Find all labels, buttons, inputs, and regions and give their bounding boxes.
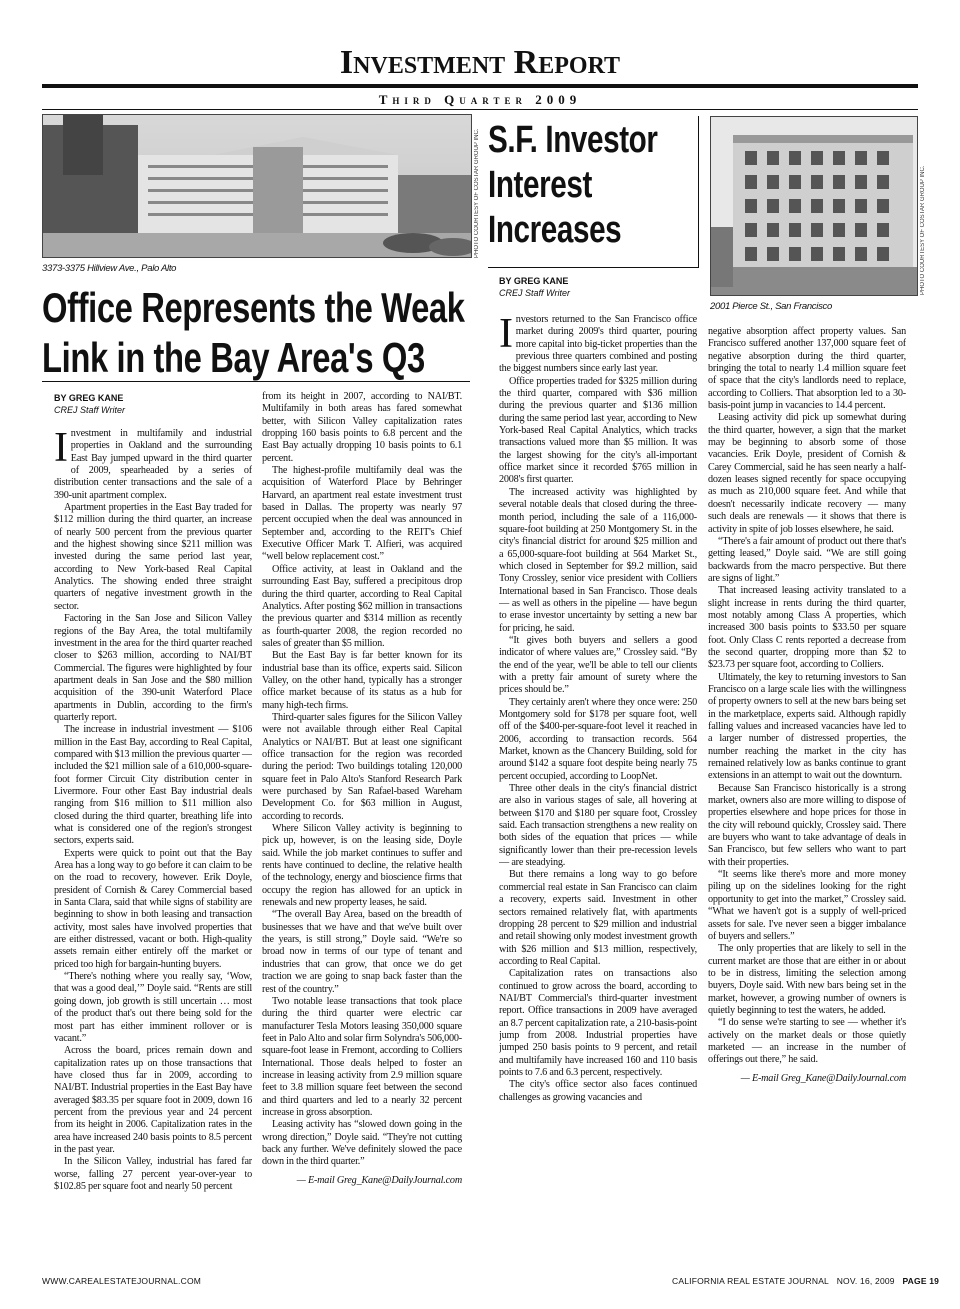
paragraph: Office properties traded for $325 million during the third quarter, compared with $36 million during the previous quarter and $136 million during the same period last year, according to New York-based Real Capital Analytics, which tracks transactions valued more than $5 million. It was the largest showing for the city's all-important office market since it recorded $765 million in 2008's first quarter.: [499, 375, 697, 486]
left-byline: [54, 392, 125, 416]
paragraph: The city's office sector also faces continued challenges as growing vacancies and: [499, 1079, 697, 1103]
left-byline-name: BY GREG KANE: [54, 393, 124, 403]
paragraph: “It seems like there's more and more money piling up on the sidelines looking for the right opportunity to get into the market,” Crossley said. “What we haven't got is a supply of well-priced assets for sale. I've never seen a bigger imbalance of buyers and sellers.”: [708, 869, 906, 942]
paragraph: The only properties that are likely to sell in the current market are those that are either in or about to be in distress, limiting the selection among buyers, Doyle said. With new bars being set in the market, however, a growing number of owners is quietly beginning to test the waters, he added.: [708, 943, 906, 1016]
footer-publication: [672, 1276, 939, 1286]
paragraph: Across the board, prices remain down and capitalization rates up on those transactions that have closed thus far in 2009, according to NAI/BT. Industrial properties in the East Bay have averaged $83.35 per square foot in 2009, down 16 percent from the previous year and 24 percent from its height in 2006. Capitalization rates in the area have increased 240 basis points to 8.5 percent in the past year.: [54, 1045, 252, 1155]
paragraph: Leasing activity did pick up somewhat during the third quarter, however, a sign that the market may be beginning to absorb some of those vacancies. Erik Doyle, president of Cornish & Carey Commercial, said he has seen nearly a half-dozen leases signed recently for space occupying as much as 210,000 square feet. And while that doesn't necessarily indicate recovery — many such deals are renewals — it shows that there is activity in spite of job losses elsewhere, he said.: [708, 412, 906, 535]
footer-website: WWW.CAREALESTATEJOURNAL.COM: [42, 1276, 202, 1286]
right-byline-title: CREJ Staff Writer: [499, 288, 571, 298]
left-article-col-1: [54, 428, 252, 1260]
paragraph: Leasing activity has “slowed down going in the wrong direction,” Doyle said. “They're not cutting back any further. We've definitely slowed the pace down in the third quarter.”: [262, 1119, 462, 1168]
left-byline-title: CREJ Staff Writer: [54, 405, 126, 415]
paragraph: Three other deals in the city's financial district are also in various stages of sale, all hovering at between $170 and $180 per square foot, Crossley said. Each transaction strengthens a new reality on both sides of the equation that prices — while significantly lower than their pre-recession levels — are steadying.: [499, 783, 697, 869]
left-article-box-top: [42, 381, 470, 382]
left-headline: Office Represents the Weak Link in the Bay Area's Q3: [42, 284, 465, 381]
paragraph: The increase in industrial investment — $106 million in the East Bay, according to Real Capital, compared with $13 million the previous quarter — included the $21 million sale of a 610,000-square-foot former Circuit City distribution center in Livermore. Four other East Bay industrial deals ranging from $16 million to $11 million also closed during the third quarter, breathing life into what is considered one of the region's strongest sectors, experts said.: [54, 724, 252, 847]
left-article-col-2: [262, 391, 462, 1257]
paragraph: negative absorption affect property values. San Francisco suffered another 137,000 square feet of negative absorption during the third quarter, bringing the total to nearly 1.4 million square feet of space that the city's landlords need to replace, according to Colliers. That absorption led to a 30-basis-point jump in vacancies to 14.4 percent.: [708, 326, 906, 412]
apartment-building-image: [711, 117, 918, 296]
paragraph: The highest-profile multifamily deal was the acquisition of Waterford Place by Behringer Harvard, an apartment real estate investment trust based in Dallas. The property was nearly 97 percent occupied when the deal was announced in September and, according to the REIT's Chief Executive Officer Mark T. Alfieri, was acquired “well below replacement cost.”: [262, 465, 462, 563]
paragraph: That increased leasing activity translated to a slight increase in rents during the third quarter, most notably among Class A properties, which increased 300 basis points to $33.50 per square foot. Only Class C rents reported a decrease from the second quarter, dropping more than $2 to $23.73 per square foot, according to Colliers.: [708, 585, 906, 671]
paragraph: Experts were quick to point out that the Bay Area has a long way to go before it can claim to be on the road to recovery, however. Erik Doyle, president of Cornish & Carey Commercial based in Santa Clara, said that while signs of stability are beginning to show in both leasing and transaction activity, most sales have involved properties that are either distressed, vacant or both. High-quality assets remain either entirely off the market or priced too high for bargain-hunting buyers.: [54, 847, 252, 970]
paragraph: “I do sense we're starting to see — whether it's actively on the market deals or those quietly marketed — an increase in the number of offerings out there,” he said.: [708, 1017, 906, 1066]
paragraph: In the Silicon Valley, industrial has fared far worse, falling 27 percent year-over-year to $102.85 per square foot and nearly 50 percent: [54, 1156, 252, 1192]
right-byline-name: BY GREG KANE: [499, 276, 569, 286]
section-title: Investment Report: [339, 44, 621, 81]
photo-caption-left: 3373-3375 Hillview Ave., Palo Alto: [42, 263, 177, 274]
right-article-col-2: [708, 326, 906, 1258]
footer-page: PAGE 19: [902, 1276, 940, 1286]
left-signoff: — E-mail Greg_Kane@DailyJournal.com: [296, 1174, 462, 1186]
paragraph: “There's nothing where you really say, ‘Wow, that was a good deal,’” Doyle said. “Rents are still going down, job growth is still uncertain … most of the product that's out there being sold for the most part has either imminent rollover or is vacant.”: [54, 971, 252, 1044]
paragraph: Because San Francisco historically is a strong market, owners also are more willing to dispose of properties elsewhere and hope prices for those in the city will rebound quickly, Crossley said. There are buyers who want to take advantage of deals in San Francisco, but few sellers who want to part with their properties.: [708, 782, 906, 868]
paragraph: But there remains a long way to go before commercial real estate in San Francisco can claim a recovery, experts said. Investment in other sectors remained relatively flat, with apartments dropping 28 percent to $29 million and industrial and retail showing only modest investment growth with $26 million and $13 million, respectively, according to Real Capital.: [499, 869, 697, 967]
photo-caption-right: 2001 Pierce St., San Francisco: [710, 301, 832, 312]
paragraph: nvestors returned to the San Francisco office market during 2009's third quarter, pouring more capital into big-ticket properties than the previous three quarters combined and posting the biggest numbers since early last year.: [499, 314, 697, 375]
paragraph: “It gives both buyers and sellers a good indicator of where values are,” Crossley said. “By the end of the year, we'll be able to tell our clients with a pretty fair amount of surety where the prices should be.”: [499, 634, 697, 696]
pierce-st-photo: [710, 116, 918, 296]
right-byline: [499, 275, 570, 299]
paragraph: Ultimately, the key to returning investors to San Francisco on a large scale lies with the willingness of property owners to sell at the new bars being set in the marketplace, experts said. Although rapidly falling values and increased vacancies have led to a larger number of distressed properties, the number reaching the market in the city has remained relatively low as banks continue to grant extensions in an attempt to wait out the downturn.: [708, 671, 906, 782]
paragraph: Two notable lease transactions that took place during the third quarter were electric car manufacturer Tesla Motors leasing 350,000 square feet in Palo Alto and solar firm Solyndra's 506,000-square-foot lease in Fremont, according to Colliers International. Those deals helped to foster an increase in leasing activity from 2.9 million square feet to 3.8 million square feet between the second and third quarters and led to a nearly 32 percent increase in gross absorption.: [262, 995, 462, 1118]
footer-date: NOV. 16, 2009: [836, 1276, 895, 1286]
photo-credit-right: PHOTO COURTESY OF COSTAR GROUP INC.: [920, 165, 926, 295]
right-signoff: — E-mail Greg_Kane@DailyJournal.com: [740, 1072, 906, 1084]
masthead: [42, 44, 918, 107]
office-building-image: [43, 115, 472, 258]
paragraph: nvestment in multifamily and industrial properties in Oakland and the surrounding East Bay jumped upward in the third quarter of 2009, spearheaded by a series of distribution center transactions and the sale of a 390-unit apartment complex.: [54, 428, 252, 501]
masthead-rule: [42, 84, 918, 88]
footer-pub-name: CALIFORNIA REAL ESTATE JOURNAL: [672, 1276, 829, 1286]
paragraph: Third-quarter sales figures for the Silicon Valley were not available through either Real Capital Analytics or NAI/BT. But at least one significant office transaction for the region was recorded during the period: Two buildings totaling 120,000 square feet in Palo Alto's Stanford Research Park were purchased by San Rafael-based Wareham Development Co. for $63 million in August, according to records.: [262, 711, 462, 822]
drop-cap: I: [54, 428, 68, 471]
right-headline: S.F. Investor Interest Increases: [488, 119, 658, 251]
paragraph: from its height in 2007, according to NAI/BT. Multifamily in both areas has fared somewhat better, with Silicon Valley capitalization rates dropping 160 basis points to 6.8 percent and the East Bay actually dropping 10 basis points to 6.1 percent.: [262, 391, 462, 464]
paragraph: Factoring in the San Jose and Silicon Valley regions of the Bay Area, the total multifamily investment in the area for the third quarter reached closer to $263 million, according to NAI/BT Commercial. The figures were highlighted by four apartment deals in San Jose and the $80 million acquisition of the 390-unit Waterford Place apartments in Dublin, according to the firm's quarterly report.: [54, 613, 252, 723]
photo-credit-left: PHOTO COURTESY OF COSTAR GROUP INC.: [474, 128, 480, 258]
right-article-col-1: [499, 314, 697, 1259]
right-article-box-top: [488, 267, 698, 268]
paragraph: Where Silicon Valley activity is beginning to pick up, however, is on the leasing side, Doyle said. While the job market continues to suffer and rents have continued to decline, the relative health of the technology, energy and bioscience firms that occupy the region has allowed for an uptick in renewals and new property leases, he said.: [262, 823, 462, 909]
paragraph: “The overall Bay Area, based on the breadth of businesses that we have and that we've built over the years, is still strong,” Doyle said. “We're so broad now in terms of our type of tenant and industries that can grow, that once we do get traction we are going to snap back faster than the rest of the country.”: [262, 909, 462, 995]
right-article-box-side: [698, 116, 699, 268]
paragraph: “There's a fair amount of product out there that's getting leased,” Doyle said. “We are still going backwards from the macro perspective. But there are signs of light.”: [708, 535, 906, 584]
paragraph: The increased activity was highlighted by several notable deals that closed during the three-month period, including the sale of a 116,000-square-foot building at 250 Montgomery St. in the city's financial district for around $25 million and a 65,000-square-foot building at 564 Market St., which closed in September for $9.2 million, said Tony Crossley, senior vice president with Colliers International based in San Francisco. Those deals — as well as others in the pipeline — have begun to erase investor uncertainty by setting a new bar for pricing, he said.: [499, 486, 697, 634]
paragraph: Office activity, at least in Oakland and the surrounding East Bay, suffered a precipitous drop during the third quarter, according to Real Capital Analytics. After posting $62 million in transactions the previous quarter and $314 million as recently as fourth-quarter 2008, the region recorded no sales of greater than $5 million.: [262, 563, 462, 649]
paragraph: They certainly aren't where they once were: 250 Montgomery sold for $178 per square foot, well off of the $400-per-square-foot level it reached in 2006, according to transaction records. 564 Market, known as the Chancery Building, sold for around $142 a square foot despite being nearly 75 percent occupied, according to LoopNet.: [499, 696, 697, 782]
masthead-rule-thin: [42, 109, 918, 110]
section-subtitle: Third Quarter 2009: [378, 92, 582, 107]
hillview-photo: [42, 114, 472, 258]
paragraph: Capitalization rates on transactions also continued to grow across the board, according to NAI/BT Commercial's third-quarter investment report. Office transactions in 2009 have averaged an 8.7 percent capitalization rate, a 210-basis-point jump from 2008. Industrial properties have jumped 250 basis points to 9 percent, and retail and multifamily have increased 160 and 110 basis points to 7.6 and 6.3 percent, respectively.: [499, 968, 697, 1078]
paragraph: But the East Bay is far better known for its industrial base than its office, experts said. Silicon Valley, on the other hand, typically has a stronger office market because of its status as a hub for many high-tech firms.: [262, 650, 462, 711]
drop-cap: I: [499, 314, 513, 357]
paragraph: Apartment properties in the East Bay traded for $112 million during the third quarter, an increase of nearly 500 percent from the previous quarter and the highest showing since $211 million was invested during the same period last year, according to New York-based Real Capital Analytics. The showing ended three straight quarters of negative investment growth in the sector.: [54, 502, 252, 612]
